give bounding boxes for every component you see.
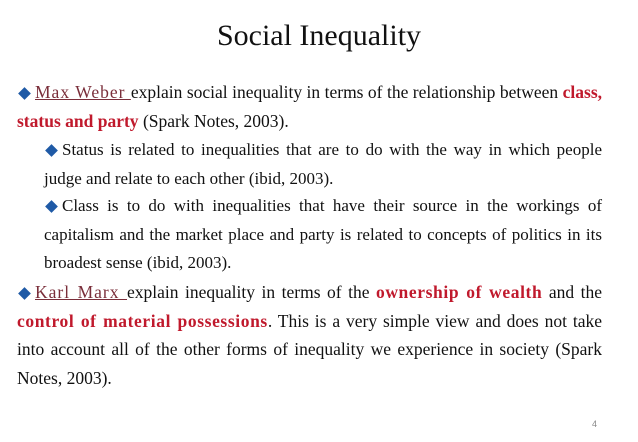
diamond-bullet-icon (45, 200, 58, 213)
marx-text-1: explain inequality in terms of the (127, 282, 376, 302)
marx-emphasis-possessions: control of material possessions (17, 310, 268, 331)
page-number: 4 (592, 419, 598, 429)
marx-paragraph (17, 278, 602, 392)
class-text: Class is to do with inequalities that have their source in the workings of capitalism and the market place and party is related to concepts of politics in its broadest sense (ibid, 2003). (44, 196, 602, 272)
weber-paragraph (17, 78, 602, 135)
marx-text-3: . This is a very simple view and does not take into account all of the other forms of inequality we experience in society (Spark Notes, 2003). (17, 310, 602, 388)
marx-text-2: and the (542, 282, 602, 302)
status-subpoint (44, 136, 602, 193)
diamond-bullet-icon (18, 87, 31, 100)
marx-name: Karl Marx (35, 282, 128, 302)
weber-text-1: explain social inequality in terms of the relationship between (130, 82, 563, 102)
diamond-bullet-icon (45, 144, 58, 157)
slide-title: Social Inequality (216, 19, 422, 52)
class-subpoint (44, 192, 602, 278)
weber-emphasis: class, status and party (17, 82, 602, 131)
status-text: Status is related to inequalities that are to do with the way in which people judge and relate to each other (ibid, 2003). (44, 140, 602, 188)
weber-text-2: (Spark Notes, 2003). (138, 110, 289, 131)
marx-emphasis-wealth: ownership of wealth (375, 282, 543, 302)
weber-name: Max Weber (35, 82, 131, 102)
diamond-bullet-icon (18, 287, 31, 300)
